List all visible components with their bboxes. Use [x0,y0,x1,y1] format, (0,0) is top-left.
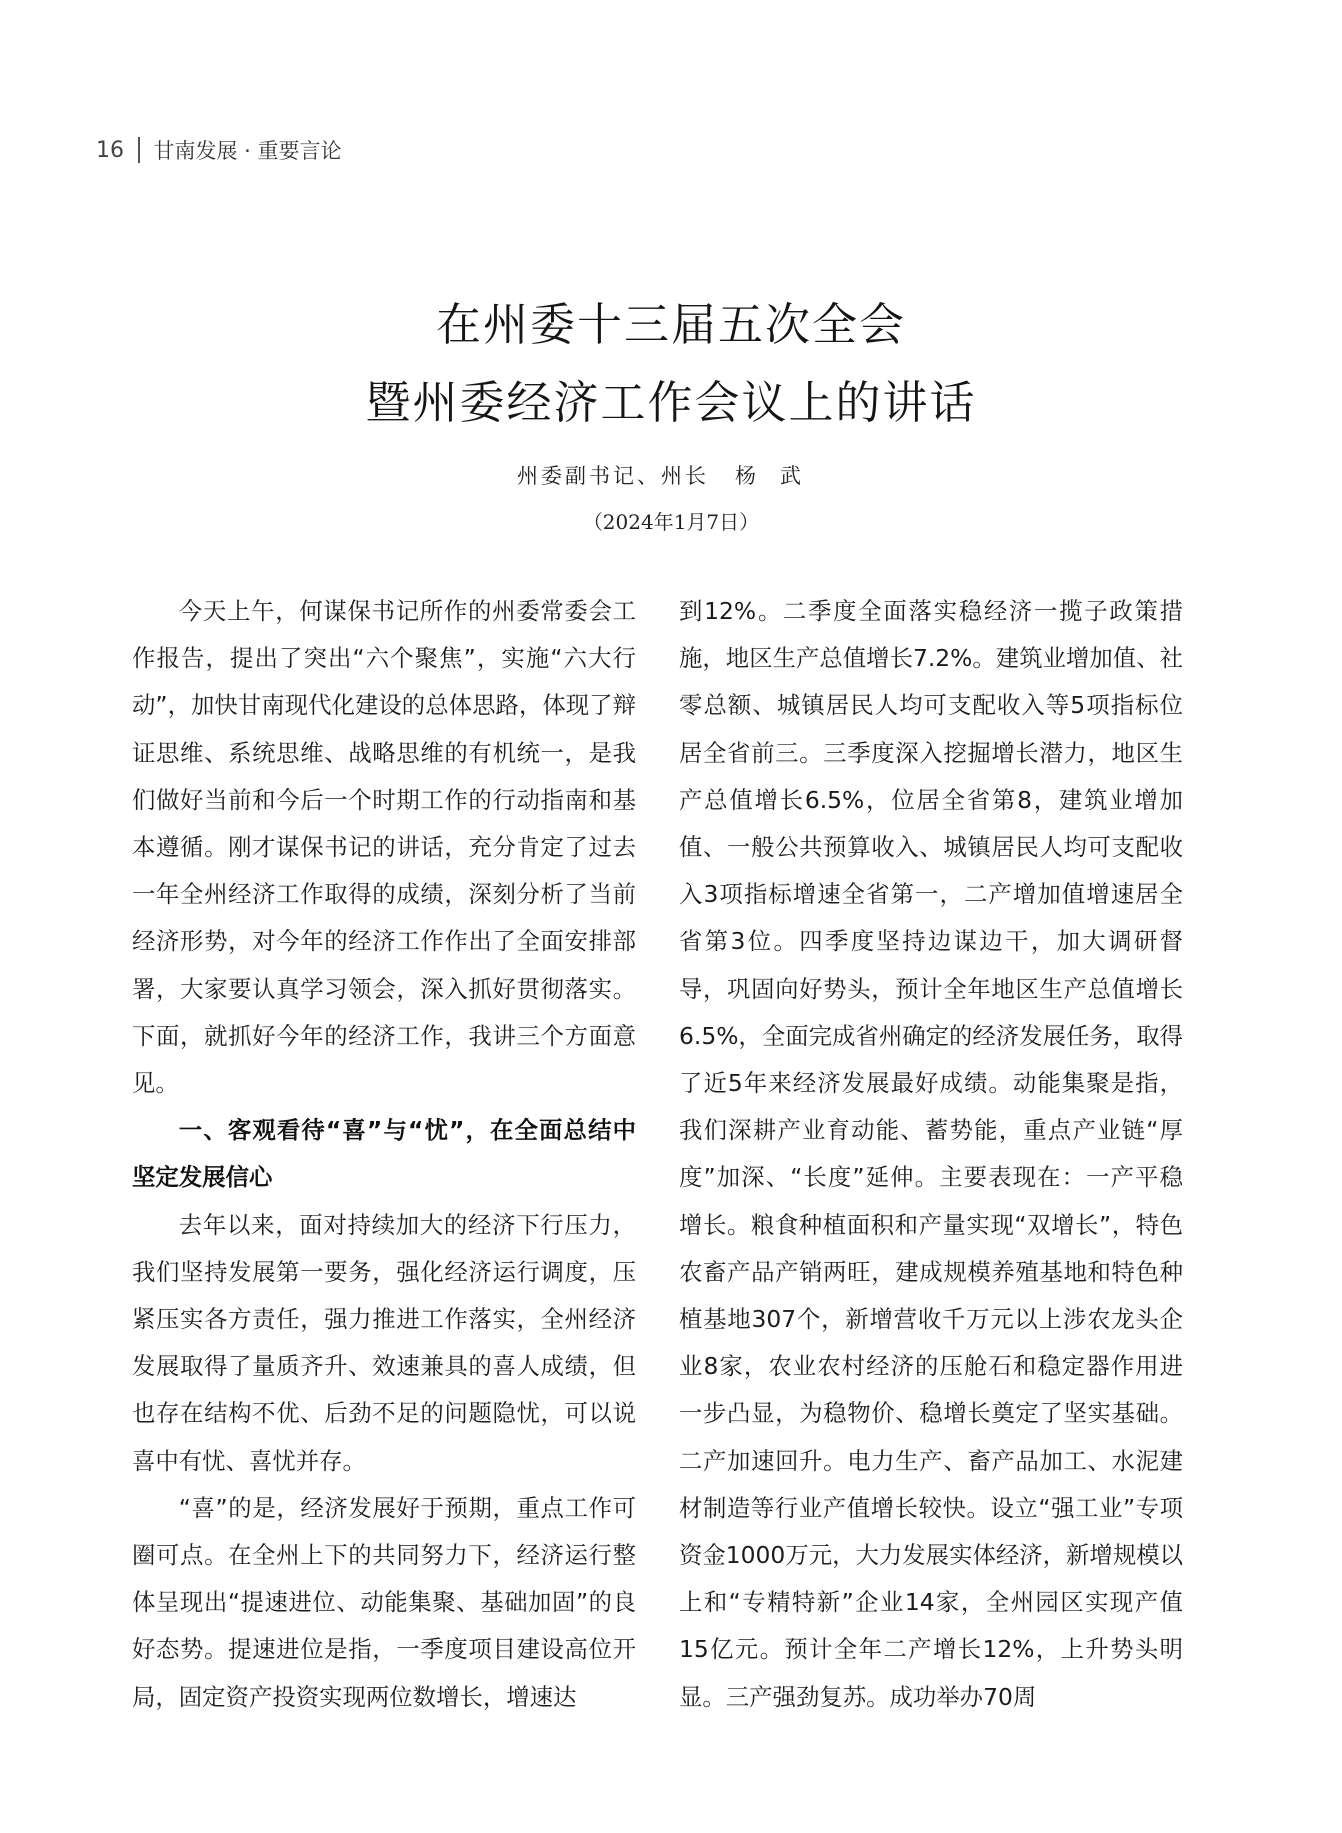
title-line-1: 在州委十三届五次全会 [435,298,906,351]
article-title [0,286,1342,442]
body-paragraph-3-continued: 到12%。二季度全面落实稳经济一揽子政策措施，地区生产总值增长7.2%。建筑业增加值、社零总额、城镇居民人均可支配收入等5项指标位居全省前三。三季度深入挖掘增长潜力，地区生产总值增长6.5%，位居全省第8，建筑业增加值、一般公共预算收入、城镇居民人均可支配收入3项指标增速全省第一，二产增加值增速居全省第3位。四季度坚持边谋边干，加大调研督导，巩固向好势头，预计全年地区生产总值增长6.5%，全面完成省州确定的经济发展任务，取得了近5年来经济发展最好成绩。动能集聚是指，我们深耕产业育动能、蓄势能，重点产业链“厚度”加深、“长度”延伸。主要表现在：一产平稳增长。粮食种植面积和产量实现“双增长”，特色农畜产品产销两旺，建成规模养殖基地和特色种植基地307个，新增营收千万元以上涉农龙头企业8家，农业农村经济的压舱石和稳定器作用进一步凸显，为稳物价、稳增长奠定了坚实基础。二产加速回升。电力生产、畜产品加工、水泥建材制造等行业产值增长较快。设立“强工业”专项资金1000万元，大力发展实体经济，新增规模以上和“专精特新”企业14家，全州园区实现产值15亿元。预计全年二产增长12%，上升势头明显。三产强劲复苏。成功举办70周 [679,597,1183,1711]
title-line-2: 暨州委经济工作会议上的讲话 [365,376,977,429]
author-name: 杨武 [735,464,825,488]
section-name: 甘南发展 · 重要言论 [153,139,342,163]
header-divider [138,137,140,163]
section-heading-1: 一、客观看待“喜”与“忧”，在全面总结中坚定发展信心 [132,1116,636,1192]
author-position: 州委副书记、州长 [517,464,709,488]
body-paragraph-3: “喜”的是，经济发展好于预期，重点工作可圈可点。在全州上下的共同努力下，经济运行整体呈现出“提速进位、动能集聚、基础加固”的良好态势。提速进位是指，一季度项目建设高位开局，固定资产投资实现两位数增长，增速达 [132,1493,636,1711]
body-paragraph-1: 今天上午，何谋保书记所作的州委常委会工作报告，提出了突出“六个聚焦”，实施“六大行动”，加快甘南现代化建设的总体思路，体现了辩证思维、系统思维、战略思维的有机统一，是我们做好当前和今后一个时期工作的行动指南和基本遵循。刚才谋保书记的讲话，充分肯定了过去一年全州经济工作取得的成绩，深刻分析了当前经济形势，对今年的经济工作作出了全面安排部署，大家要认真学习领会，深入抓好贯彻落实。下面，就抓好今年的经济工作，我讲三个方面意见。 [132,597,636,1098]
running-header [96,132,342,168]
body-column-left [132,588,636,1721]
body-paragraph-2: 去年以来，面对持续加大的经济下行压力，我们坚持发展第一要务，强化经济运行调度，压紧压实各方责任，强力推进工作落实，全州经济发展取得了量质齐升、效速兼具的喜人成绩，但也存在结构不优、后劲不足的问题隐忧，可以说喜中有忧、喜忧并存。 [132,1210,636,1475]
body-column-right [679,588,1183,1721]
speech-date: （2024年1月7日） [582,510,760,534]
author-byline [0,460,1342,490]
page-number: 16 [96,137,124,163]
